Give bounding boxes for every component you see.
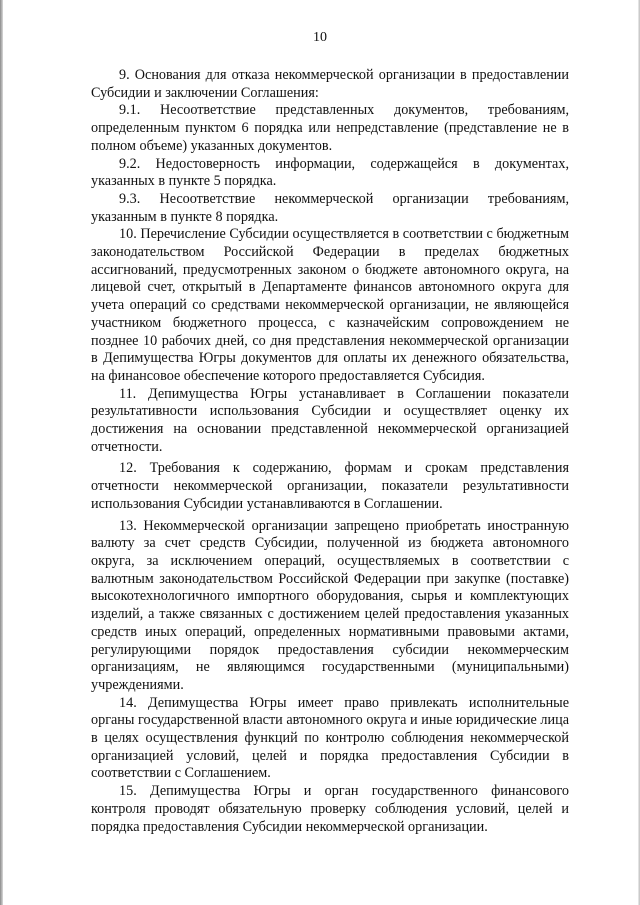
paragraph-9-3: 9.3. Несоответствие некоммерческой организации требованиям, указанным в пункте 8 порядка. bbox=[91, 190, 569, 225]
page-number: 10 bbox=[313, 30, 327, 45]
paragraph-13: 13. Некоммерческой организации запрещено приобретать иностранную валюту за счет средств Субсидии, полученной из бюджета автономного округа, за исключением операций, осуществляемых в соответствии с валютным законодательством Российской Федерации при закупке (поставке) высокотехнологичного импортного оборудования, сырья и комплектующих изделий, а также связанных с достижением целей предоставления указанных средств иных операций, определенных нормативными правовыми актами, регулирующими порядок предоставления субсидии некоммерческим организациям, не являющимся государственными (муниципальными) учреждениями. bbox=[91, 517, 569, 693]
paragraph-9-2: 9.2. Недостоверность информации, содержащейся в документах, указанных в пункте 5 порядка. bbox=[91, 155, 569, 190]
paragraph-9-1: 9.1. Несоответствие представленных документов, требованиям, определенным пунктом 6 порядка или непредставление (представление не в полном объеме) указанных документов. bbox=[91, 102, 569, 154]
paragraph-10: 10. Перечисление Субсидии осуществляется в соответствии с бюджетным законодательством Российской Федерации в пределах бюджетных ассигнований, предусмотренных законом о бюджете автономного округа, на лицевой счет, открытый в Департаменте финансов автономного округа для учета операций со средствами некоммерческой организации, не являющейся участником бюджетного процесса, с казначейским сопровождением не позднее 10 рабочих дней, со дня представления некоммерческой организации в Депимущества Югры документов для оплаты их денежного обязательства, на финансовое обеспечение которого предоставляется Субсидия. bbox=[91, 226, 569, 384]
paragraph-15: 15. Депимущества Югры и орган государственного финансового контроля проводят обязательную проверку соблюдения условий, целей и порядка предоставления Субсидии некоммерческой организации. bbox=[91, 783, 569, 835]
scan-edge-left bbox=[0, 0, 3, 905]
paragraph-14: 14. Депимущества Югры имеет право привлекать исполнительные органы государственной власти автономного округа и иные юридические лица в целях осуществления функций по контролю соблюдения некоммерческой организацией условий, целей и порядка предоставления Субсидии в соответствии с Соглашением. bbox=[91, 694, 569, 782]
paragraph-12: 12. Требования к содержанию, формам и срокам представления отчетности некоммерческой организации, показатели результативности использования Субсидии устанавливаются в Соглашении. bbox=[91, 460, 569, 512]
paragraph-11: 11. Депимущества Югры устанавливает в Соглашении показатели результативности использования Субсидии и осуществляет оценку их достижения на основании представленной некоммерческой организацией отчетности. bbox=[91, 385, 569, 455]
paragraph-9: 9. Основания для отказа некоммерческой организации в предоставлении Субсидии и заключении Соглашения: bbox=[91, 67, 569, 101]
document-body bbox=[91, 67, 569, 836]
